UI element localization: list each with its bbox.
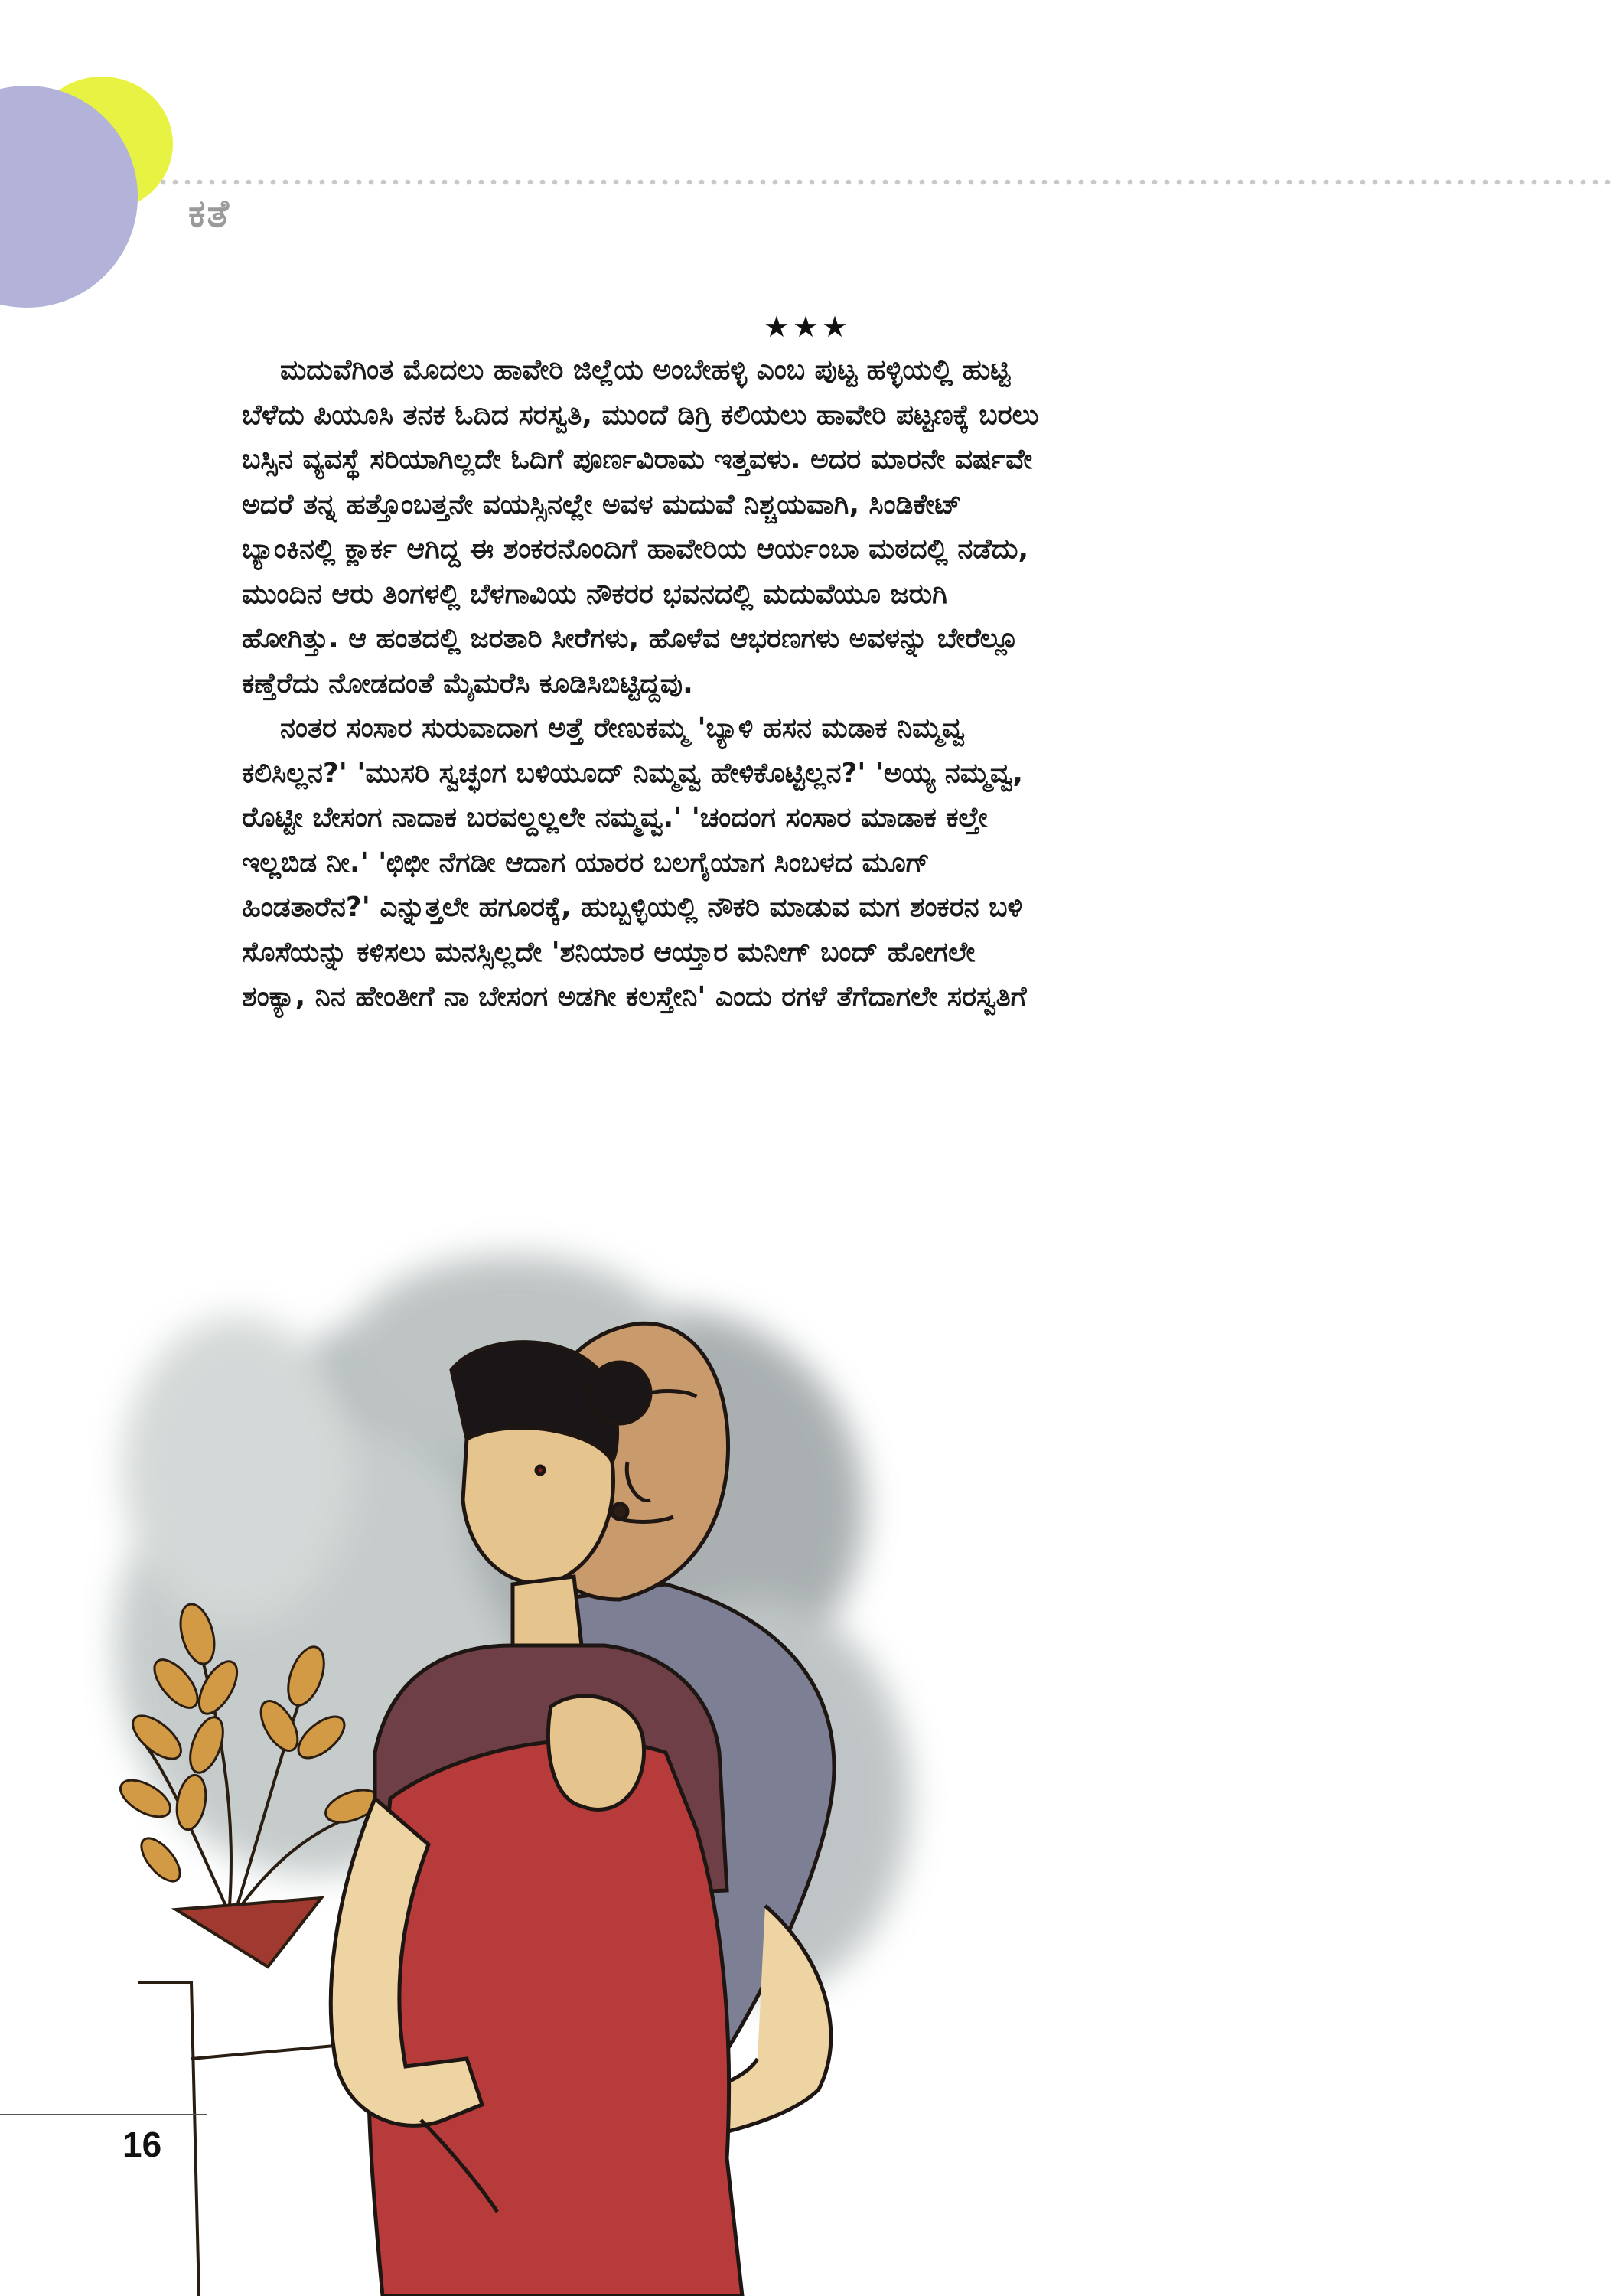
story-line: ಕಲಿಸಿಲ್ಲನ?' 'ಮುಸರಿ ಸ್ವಚ್ಛಂಗ ಬಳಿಯೂದ್ ನಿಮ್ಮವ್ವ ಹೇಳಿಕೊಟ್ಟಿಲ್ಲನ?' 'ಅಯ್ಯ ನಮ್ಮವ್ವ, bbox=[242, 757, 1024, 789]
story-body bbox=[242, 348, 1370, 1020]
story-line: ಹಿಂಡತಾರೆನ?' ಎನ್ನುತ್ತಲೇ ಹಗೂರಕ್ಕೆ, ಹುಬ್ಬಳ್ಳಿಯಲ್ಲಿ ನೌಕರಿ ಮಾಡುವ ಮಗ ಶಂಕರನ ಬಳಿ bbox=[242, 892, 1023, 923]
section-label: ಕತೆ bbox=[188, 191, 230, 236]
dotted-header-rule bbox=[157, 179, 1611, 185]
story-illustration bbox=[84, 1217, 1155, 2296]
story-line: ರೊಟ್ಟೀ ಬೇಸಂಗ ನಾದಾಕ ಬರವಲ್ದಲ್ಲಲೇ ನಮ್ಮವ್ವ.' 'ಚಂದಂಗ ಸಂಸಾರ ಮಾಡಾಕ ಕಲ್ತೇ bbox=[242, 802, 988, 833]
story-line: ನಂತರ ಸಂಸಾರ ಸುರುವಾದಾಗ ಅತ್ತೆ ರೇಣುಕಮ್ಮ 'ಬ್ಯಾಳಿ ಹಸನ ಮಡಾಕ ನಿಮ್ಮವ್ವ bbox=[280, 713, 965, 744]
story-line: ಮದುವೆಗಿಂತ ಮೊದಲು ಹಾವೇರಿ ಜಿಲ್ಲೆಯ ಅಂಬೇಹಳ್ಳಿ ಎಂಬ ಪುಟ್ಟ ಹಳ್ಳಿಯಲ್ಲಿ ಹುಟ್ಟಿ bbox=[280, 354, 1011, 386]
section-ornament: ★★★ bbox=[763, 310, 852, 344]
story-line: ಹೋಗಿತ್ತು. ಆ ಹಂತದಲ್ಲಿ ಜರತಾರಿ ಸೀರೆಗಳು, ಹೊಳೆವ ಆಭರಣಗಳು ಅವಳನ್ನು ಬೇರೆಲ್ಲೂ bbox=[242, 623, 1019, 654]
story-line: ಬಸ್ಸಿನ ವ್ಯವಸ್ಥೆ ಸರಿಯಾಗಿಲ್ಲದೇ ಓದಿಗೆ ಪೂರ್ಣವಿರಾಮ ಇತ್ತವಳು. ಅದರ ಮಾರನೇ ವರ್ಷವೇ bbox=[242, 444, 1033, 475]
story-line: ಮುಂದಿನ ಆರು ತಿಂಗಳಲ್ಲಿ ಬೆಳಗಾವಿಯ ನೌಕರರ ಭವನದಲ್ಲಿ ಮದುವೆಯೂ ಜರುಗಿ bbox=[242, 578, 947, 610]
story-line: ಬ್ಯಾಂಕಿನಲ್ಲಿ ಕ್ಲಾರ್ಕ ಆಗಿದ್ದ ಈ ಶಂಕರನೊಂದಿಗೆ ಹಾವೇರಿಯ ಆರ್ಯಂಬಾ ಮಠದಲ್ಲಿ ನಡೆದು, bbox=[242, 533, 1029, 565]
story-line: ಬೆಳೆದು ಪಿಯೂಸಿ ತನಕ ಓದಿದ ಸರಸ್ವತಿ, ಮುಂದೆ ಡಿಗ್ರಿ ಕಲಿಯಲು ಹಾವೇರಿ ಪಟ್ಟಣಕ್ಕೆ ಬರಲು bbox=[242, 399, 1039, 431]
story-line: ಸೊಸೆಯನ್ನು ಕಳಿಸಲು ಮನಸ್ಸಿಲ್ಲದೇ 'ಶನಿಯಾರ ಆಯ್ತಾರ ಮನೀಗ್ ಬಂದ್ ಹೋಗಲೇ bbox=[242, 936, 976, 968]
story-line: ಇಲ್ಲಬಿಡ ನೀ.' 'ಛಿಛೀ ನೆಗಡೀ ಆದಾಗ ಯಾರರ ಬಲಗೈಯಾಗ ಸಿಂಬಳದ ಮೂಗ್ bbox=[242, 846, 930, 879]
story-line: ಶಂಕ್ಯಾ, ನಿನ ಹೇಂತೀಗೆ ನಾ ಬೇಸಂಗ ಅಡಗೀ ಕಲಸ್ತೇನಿ' ಎಂದು ರಗಳೆ ತೆಗೆದಾಗಲೇ ಸರಸ್ವತಿಗೆ bbox=[242, 981, 1027, 1013]
story-line: ಅದರೆ ತನ್ನ ಹತ್ತೊಂಬತ್ತನೇ ವಯಸ್ಸಿನಲ್ಲೇ ಅವಳ ಮದುವೆ ನಿಶ್ಚಯವಾಗಿ, ಸಿಂಡಿಕೇಟ್ bbox=[242, 488, 962, 520]
footer-rule bbox=[0, 2114, 207, 2115]
story-line: ಕಣ್ತೆರೆದು ನೋಡದಂತೆ ಮೈಮರೆಸಿ ಕೂಡಿಸಿಬಿಟ್ಟಿದ್ದವು. bbox=[242, 667, 693, 700]
page-number: 16 bbox=[122, 2125, 162, 2164]
